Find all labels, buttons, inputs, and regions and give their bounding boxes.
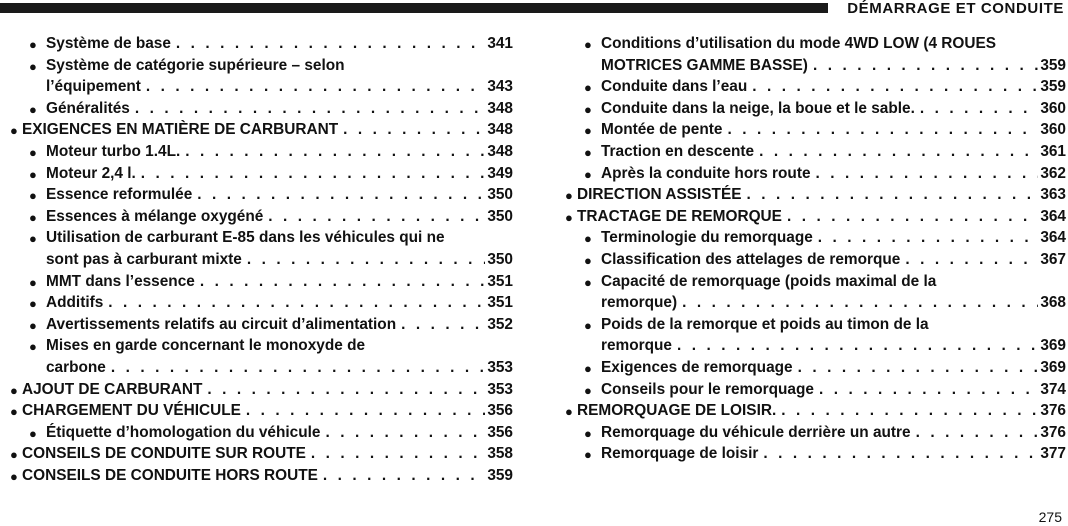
dot-leader [207, 379, 485, 401]
dot-leader [759, 141, 1038, 163]
bullet-icon: ● [10, 404, 18, 420]
toc-entry-page: 343 [487, 78, 513, 96]
toc-entry[interactable] [565, 33, 1066, 76]
bullet-icon: ● [10, 382, 18, 398]
dot-leader [920, 98, 1038, 120]
toc-entry-page: 348 [487, 121, 513, 139]
toc-entry-page: 359 [1040, 78, 1066, 96]
toc-entry[interactable] [10, 227, 513, 270]
dot-leader [141, 163, 486, 185]
toc-entry-title: Moteur 2,4 l. [46, 164, 136, 182]
toc-entry-title: Remorquage du véhicule derrière un autre [601, 423, 911, 441]
bullet-icon: ● [29, 231, 37, 247]
header-bar [0, 3, 828, 13]
toc-entry-title: Mises en garde concernant le monoxyde de [46, 337, 366, 355]
toc-entry[interactable] [10, 271, 513, 293]
dot-leader [185, 141, 485, 163]
dot-leader [813, 55, 1038, 77]
dot-leader [682, 292, 1038, 314]
toc-entry-page: 353 [487, 380, 513, 398]
toc-entry-page: 360 [1040, 99, 1066, 117]
bullet-icon: ● [29, 188, 37, 204]
dot-leader [323, 465, 485, 487]
bullet-icon: ● [584, 382, 592, 398]
toc-entry[interactable] [565, 357, 1066, 379]
toc-entry-title: Avertissements relatifs au circuit d’alimentation [46, 315, 397, 333]
toc-entry-page: 351 [487, 272, 513, 290]
toc-entry[interactable] [10, 206, 513, 228]
bullet-icon: ● [584, 37, 592, 52]
toc-entry-page: 356 [487, 423, 513, 441]
toc-column-left [10, 33, 513, 486]
toc-entry[interactable] [565, 443, 1066, 465]
toc-entry[interactable] [565, 76, 1066, 98]
dot-leader [247, 249, 485, 271]
bullet-icon: ● [29, 144, 37, 160]
toc-entry-page: 359 [1040, 56, 1066, 74]
toc-entry[interactable] [10, 292, 513, 314]
bullet-icon: ● [29, 166, 37, 182]
toc-entry-page: 369 [1040, 337, 1066, 355]
toc-entry-title: REMORQUAGE DE LOISIR. [577, 402, 777, 420]
dot-leader [905, 249, 1038, 271]
toc-entry-title: Classification des attelages de remorque [601, 250, 901, 268]
toc-entry[interactable] [10, 422, 513, 444]
toc-entry-page: 353 [487, 358, 513, 376]
toc-entry[interactable] [565, 314, 1066, 357]
toc-entry-title: Après la conduite hors route [601, 164, 811, 182]
toc-entry-title: Moteur turbo 1.4L. [46, 142, 181, 160]
toc-entry[interactable] [565, 163, 1066, 185]
bullet-icon: ● [584, 231, 592, 247]
dot-leader [746, 184, 1038, 206]
bullet-icon: ● [584, 123, 592, 139]
toc-entry[interactable] [10, 379, 513, 401]
bullet-icon: ● [29, 101, 37, 117]
toc-entry[interactable] [565, 249, 1066, 271]
bullet-icon: ● [584, 80, 592, 96]
toc-column-right [565, 33, 1066, 465]
toc-entry[interactable] [10, 335, 513, 378]
toc-entry-page: 362 [1040, 164, 1066, 182]
dot-leader [108, 292, 485, 314]
bullet-icon: ● [584, 317, 592, 333]
dot-leader [816, 163, 1039, 185]
toc-entry[interactable] [565, 227, 1066, 249]
toc-entry-title: remorque [601, 337, 672, 355]
bullet-icon: ● [584, 144, 592, 160]
toc-entry-title: Conseils pour le remorquage [601, 380, 814, 398]
toc-entry-title: CONSEILS DE CONDUITE SUR ROUTE [22, 445, 306, 463]
toc-entry-page: 364 [1040, 207, 1066, 225]
toc-entry-page: 367 [1040, 250, 1066, 268]
toc-entry-page: 358 [487, 445, 513, 463]
toc-entry-page: 352 [487, 315, 513, 333]
toc-entry-page: 350 [487, 186, 513, 204]
toc-entry-title: Remorquage de loisir [601, 445, 759, 463]
toc-entry-title: carbone [46, 358, 106, 376]
dot-leader [200, 271, 485, 293]
toc-entry-title: CONSEILS DE CONDUITE HORS ROUTE [22, 466, 318, 484]
bullet-icon: ● [565, 209, 573, 225]
toc-entry[interactable] [565, 184, 1066, 206]
bullet-icon: ● [29, 58, 37, 74]
toc-entry-page: 350 [487, 250, 513, 268]
toc-entry-title: CHARGEMENT DU VÉHICULE [22, 402, 241, 420]
toc-entry-title: Généralités [46, 99, 130, 117]
dot-leader [798, 357, 1039, 379]
toc-entry-page: 376 [1040, 402, 1066, 420]
toc-entry-page: 341 [487, 35, 513, 52]
dot-leader [135, 98, 485, 120]
toc-entry[interactable] [565, 119, 1066, 141]
toc-entry[interactable] [565, 422, 1066, 444]
dot-leader [916, 422, 1039, 444]
dot-leader [246, 400, 485, 422]
bullet-icon: ● [10, 447, 18, 463]
dot-leader [781, 400, 1038, 422]
toc-entry-title: Conduite dans la neige, la boue et le sable. [601, 99, 915, 117]
dot-leader [343, 119, 485, 141]
toc-entry[interactable] [10, 184, 513, 206]
toc-entry-title: MMT dans l’essence [46, 272, 195, 290]
toc-entry-title: AJOUT DE CARBURANT [22, 380, 203, 398]
bullet-icon: ● [10, 468, 18, 484]
toc-entry[interactable] [10, 98, 513, 120]
section-title: DÉMARRAGE ET CONDUITE [847, 0, 1064, 17]
dot-leader [401, 314, 485, 336]
toc-entry-title: DIRECTION ASSISTÉE [577, 186, 742, 204]
dot-leader [818, 227, 1039, 249]
bullet-icon: ● [584, 447, 592, 463]
dot-leader [176, 33, 485, 55]
toc-entry-title: Additifs [46, 294, 104, 312]
dot-leader [325, 422, 485, 444]
toc-entry-title: TRACTAGE DE REMORQUE [577, 207, 782, 225]
toc-entry-page: 360 [1040, 121, 1066, 139]
toc-entry-title: Terminologie du remorquage [601, 229, 813, 247]
toc-entry[interactable] [565, 400, 1066, 422]
toc-entry-title: Montée de pente [601, 121, 723, 139]
toc-entry-title: Conduite dans l’eau [601, 78, 748, 96]
toc-entry-page: 361 [1040, 142, 1066, 160]
toc-entry-title: sont pas à carburant mixte [46, 250, 242, 268]
bullet-icon: ● [29, 317, 37, 333]
bullet-icon: ● [29, 274, 37, 290]
toc-entry[interactable] [10, 141, 513, 163]
toc-entry-title: l’équipement [46, 78, 141, 96]
toc-entry-title: Capacité de remorquage (poids maximal de la [601, 272, 937, 290]
toc-entry-title: Système de base [46, 35, 171, 52]
toc-entry-title: Conditions d’utilisation du mode 4WD LOW (4 ROUES [601, 35, 997, 52]
toc-entry-page: 359 [487, 466, 513, 484]
toc-entry-page: 364 [1040, 229, 1066, 247]
toc-entry-page: 349 [487, 164, 513, 182]
bullet-icon: ● [565, 404, 573, 420]
bullet-icon: ● [29, 339, 37, 355]
toc-entry-page: 351 [487, 294, 513, 312]
bullet-icon: ● [29, 425, 37, 441]
toc-entry[interactable] [565, 141, 1066, 163]
dot-leader [787, 206, 1038, 228]
toc-entry[interactable] [565, 379, 1066, 401]
bullet-icon: ● [584, 101, 592, 117]
toc-entry-title: Traction en descente [601, 142, 755, 160]
toc-entry-title: Poids de la remorque et poids au timon de la [601, 315, 929, 333]
dot-leader [197, 184, 485, 206]
toc-entry-page: 356 [487, 402, 513, 420]
bullet-icon: ● [29, 209, 37, 225]
toc-entry-title: remorque) [601, 294, 678, 312]
toc-entry[interactable] [10, 443, 513, 465]
bullet-icon: ● [29, 37, 37, 52]
toc-entry[interactable] [10, 314, 513, 336]
toc-entry[interactable] [10, 33, 513, 55]
bullet-icon: ● [10, 123, 18, 139]
bullet-icon: ● [584, 425, 592, 441]
toc-entry-title: Exigences de remorquage [601, 358, 793, 376]
dot-leader [268, 206, 485, 228]
toc-entry-title: Essence reformulée [46, 186, 193, 204]
toc-entry-title: Utilisation de carburant E-85 dans les véhicules qui ne [46, 229, 445, 247]
toc-entry-title: MOTRICES GAMME BASSE) [601, 56, 808, 74]
toc-entry-title: EXIGENCES EN MATIÈRE DE CARBURANT [22, 121, 339, 139]
toc-entry[interactable] [10, 163, 513, 185]
toc-entry[interactable] [10, 55, 513, 98]
toc-entry-title: Étiquette d’homologation du véhicule [46, 423, 321, 441]
bullet-icon: ● [584, 166, 592, 182]
toc-entry-page: 369 [1040, 358, 1066, 376]
dot-leader [819, 379, 1038, 401]
toc-entry[interactable] [565, 98, 1066, 120]
toc-entry-title: Essences à mélange oxygéné [46, 207, 264, 225]
toc-entry-page: 368 [1040, 294, 1066, 312]
toc-entry-page: 376 [1040, 423, 1066, 441]
toc-entry-page: 348 [487, 99, 513, 117]
toc-entry[interactable] [10, 465, 513, 487]
toc-entry-page: 350 [487, 207, 513, 225]
dot-leader [763, 443, 1038, 465]
bullet-icon: ● [584, 360, 592, 376]
bullet-icon: ● [584, 274, 592, 290]
page-number: 275 [1038, 509, 1062, 525]
dot-leader [677, 335, 1038, 357]
bullet-icon: ● [565, 188, 573, 204]
dot-leader [752, 76, 1038, 98]
toc-entry[interactable] [565, 206, 1066, 228]
dot-leader [146, 76, 485, 98]
dot-leader [727, 119, 1038, 141]
toc-entry[interactable] [10, 119, 513, 141]
dot-leader [111, 357, 485, 379]
toc-entry-page: 374 [1040, 380, 1066, 398]
toc-entry-title: Système de catégorie supérieure – selon [46, 56, 345, 74]
toc-entry-page: 348 [487, 142, 513, 160]
toc-entry[interactable] [10, 400, 513, 422]
toc-entry-page: 363 [1040, 186, 1066, 204]
dot-leader [311, 443, 485, 465]
bullet-icon: ● [584, 252, 592, 268]
bullet-icon: ● [29, 296, 37, 312]
toc-entry-page: 377 [1040, 445, 1066, 463]
toc-entry[interactable] [565, 271, 1066, 314]
